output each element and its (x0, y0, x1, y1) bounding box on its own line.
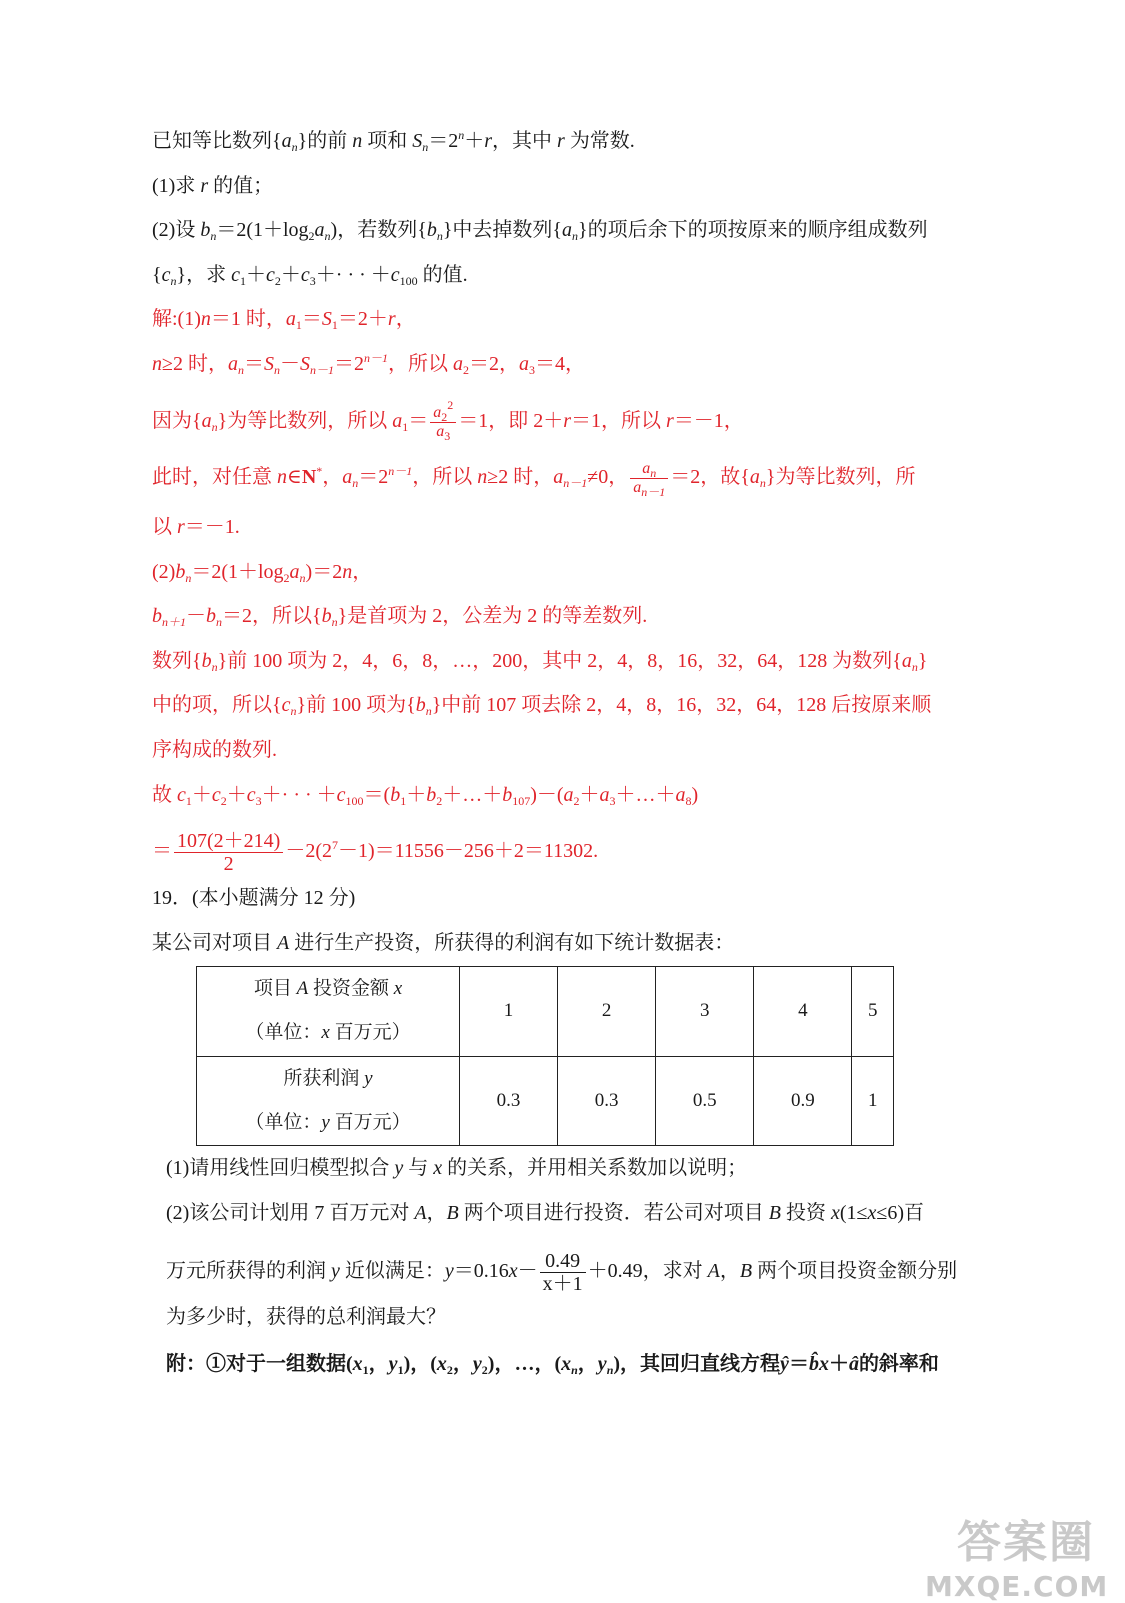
solution18-step8: 数列$\{b_n\}$前 100 项为 2，4，6，8，…，200，其中 2，4，8，16，32，64，128 为数列$\{a_n\}$ (152, 650, 928, 674)
table-cell: 0.3 (558, 1056, 656, 1146)
problem18-question1: (1)求 r 的值； (152, 175, 274, 197)
table-row-investment (197, 967, 894, 1057)
table-cell: 0.3 (460, 1056, 558, 1146)
problem19-question2-line1: (2)该公司计划用 7 百万元对 A，B 两个项目进行投资．若公司对项目 B 投资 x(1≤x≤6)百 (166, 1202, 925, 1224)
solution18-step6: $(2)b_n=2(1+\log_2a_n)=2n$， (152, 561, 373, 585)
table-cell: 5 (852, 967, 894, 1057)
fraction-an-over-an-1: $\frac{a_n}{a_{n-1}}$ (630, 460, 668, 497)
watermark-logo (925, 1506, 1109, 1603)
watermark-logo-text: 答案圈 (957, 1517, 1095, 1568)
solution18-step2: n≥2 时，$a_n=S_n-S_{n-1}=2^{n-1}$，所以 $a_2=2$，$a_3=4$， (152, 351, 586, 377)
solution18-step10: 序构成的数列. (152, 739, 277, 761)
solution18-step1: 解:(1)n＝1 时，$a_1=S_1=2+r$， (152, 308, 416, 332)
problem18-question2-line2: $\{c_n\}$，求 $c_1+c_2+c_3+\cdot$ · · $+c_{100}$ 的值. (152, 264, 468, 288)
row-header-investment: 项目 A 投资金额 x （单位：x 百万元） (197, 967, 460, 1057)
solution18-step9: 中的项，所以$\{c_n\}$前 100 项为$\{b_n\}$中前 107 项去除 2，4，8，16，32，64，128 后按原来顺 (152, 694, 932, 718)
problem19-header: 19．(本小题满分 12 分) (152, 887, 356, 909)
solution18-step5: 以 r＝－1. (152, 516, 240, 538)
investment-profit-table (196, 966, 894, 1146)
problem19-question2-line3: 为多少时，获得的总利润最大？ (166, 1306, 446, 1328)
fraction-107-sum: $\frac{107(2+214)}{2}$ (174, 830, 283, 875)
solution18-step12: ＝ $\frac{107(2+214)}{2}$ $-2(2^7-1)=11556-256+2=11302$. (152, 830, 599, 875)
fraction-049-over-x1: $\frac{0.49}{x+1}$ (540, 1250, 586, 1295)
problem19-question1: (1)请用线性回归模型拟合 y 与 x 的关系，并用相关系数加以说明； (166, 1157, 748, 1179)
problem18-question2-line1: (2)设 $b_n=2(1+\log_2a_n)$，若数列$\{b_n\}$中去掉数列$\{a_n\}$的项后余下的项按原来的顺序组成数列 (152, 219, 928, 243)
watermark-url: MXQE.COM (925, 1570, 1109, 1603)
table-cell: 0.5 (656, 1056, 754, 1146)
table-cell: 4 (754, 967, 852, 1057)
solution18-step3: 因为$\{a_n\}$为等比数列，所以 $a_1=$ $\frac{a_2^2}{a_3}$ ＝1，即 2＋r＝1，所以 r＝－1， (152, 398, 744, 443)
problem18-stem-line1: 已知等比数列$\{a_n\}$的前 n 项和 $S_n=2^n+r$，其中 r 为常数. (152, 128, 635, 154)
solution18-step11: 故 $c_1+c_2+c_3+\cdot$ · · $+c_{100}=(b_1+b_2+\dots+b_{107})-(a_2+a_3+\dots+a_8)$ (152, 784, 699, 808)
problem19-intro: 某公司对项目 A 进行生产投资，所获得的利润有如下统计数据表： (152, 932, 735, 954)
problem19-question2-line2: 万元所获得的利润 y 近似满足：y＝0.16x－ $\frac{0.49}{x+1}$ ＋0.49，求对 A，B 两个项目投资金额分别 (166, 1250, 958, 1295)
solution18-step7: $b_{n+1}-b_n=2$，所以$\{b_n\}$是首项为 2，公差为 2 的等差数列. (152, 605, 648, 629)
fraction-a2sq-over-a3: $\frac{a_2^2}{a_3}$ (430, 404, 456, 441)
table-cell: 1 (460, 967, 558, 1057)
table-cell: 2 (558, 967, 656, 1057)
problem19-appendix: 附：①对于一组数据($x_1$，$y_1$)，($x_2$，$y_2$)，…，($x_n$，$y_n$)，其回归直线方程ŷ＝b̂x＋â的斜率和 (166, 1353, 939, 1377)
table-cell: 3 (656, 967, 754, 1057)
table-cell: 1 (852, 1056, 894, 1146)
solution18-step4: 此时，对任意 n∈N*，$a_n=2^{n-1}$，所以 n≥2 时，$a_{n-1}\ne 0$， $\frac{a_n}{a_{n-1}}$ ＝2，故$\{a_n\}$为等比数列，所 (152, 460, 916, 499)
row-header-profit: 所获利润 y （单位：y 百万元） (197, 1056, 460, 1146)
table-cell: 0.9 (754, 1056, 852, 1146)
table-row-profit (197, 1056, 894, 1146)
